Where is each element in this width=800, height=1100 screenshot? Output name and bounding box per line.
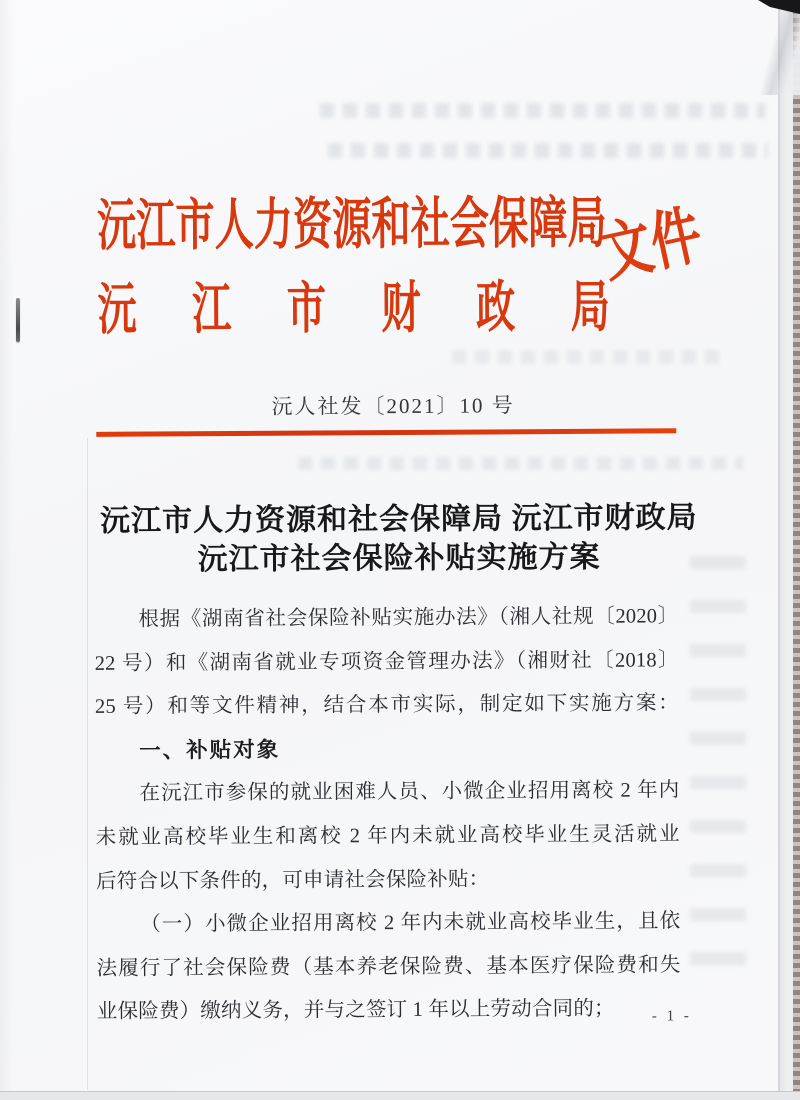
document-title [94,498,704,580]
title-line2: 沅江市社会保险补贴实施方案 [197,540,601,577]
body-line: 22 号）和《湖南省就业专项资金管理办法》（湘财社〔2018〕 [94,648,679,675]
body-line: 25 号）和等文件精神，结合本市实际，制定如下实施方案： [94,692,680,719]
agency-char: 市 [286,278,327,341]
agency-name-line2 [97,263,610,346]
doc-number: 沅人社发〔2021〕10 号 [271,393,515,419]
section-heading: 一、补贴对象 [139,737,281,763]
body-line: 后符合以下条件的，可申请社会保险补贴： [95,868,490,893]
body-line: 业保险费）缴纳义务，并与之签订 1 年以上劳动合同的； [96,998,615,1024]
agency-char: 财 [381,277,421,341]
page-edge-bottom [0,1091,800,1100]
title-line1: 沅江市人力资源和社会保障局 沅江市财政局 [99,501,698,538]
agency-char: 沅 [97,279,137,342]
scanner-edge-dashes [793,0,800,1100]
doc-type-mark: 文件 [595,199,709,290]
page-edge-right-line [778,0,780,1100]
corner-shadow [754,0,800,95]
agency-char: 江 [191,279,232,342]
document-body [94,595,681,1034]
page-number: - 1 - [651,1008,692,1025]
agency-char: 政 [475,277,516,340]
body-line: 根据《湖南省社会保险补贴实施办法》（湘人社规〔2020〕 [138,605,679,631]
underpage-edge-line [87,438,88,1090]
red-separator-line [96,428,676,437]
body-line: 未就业高校毕业生和离校 2 年内未就业高校毕业生灵活就业 [95,823,680,849]
body-line: 法履行了社会保险费（基本养老保险费、基本医疗保险费和失 [96,954,681,980]
agency-name-line1: 沅江市人力资源和社会保障局 [96,192,607,258]
body-line: 在沅江市参保的就业困难人员、小微企业招用离校 2 年内 [139,779,680,805]
body-line: （一）小微企业招用离校 2 年内未就业高校毕业生，且依 [140,910,681,936]
agency-char: 局 [570,276,611,339]
